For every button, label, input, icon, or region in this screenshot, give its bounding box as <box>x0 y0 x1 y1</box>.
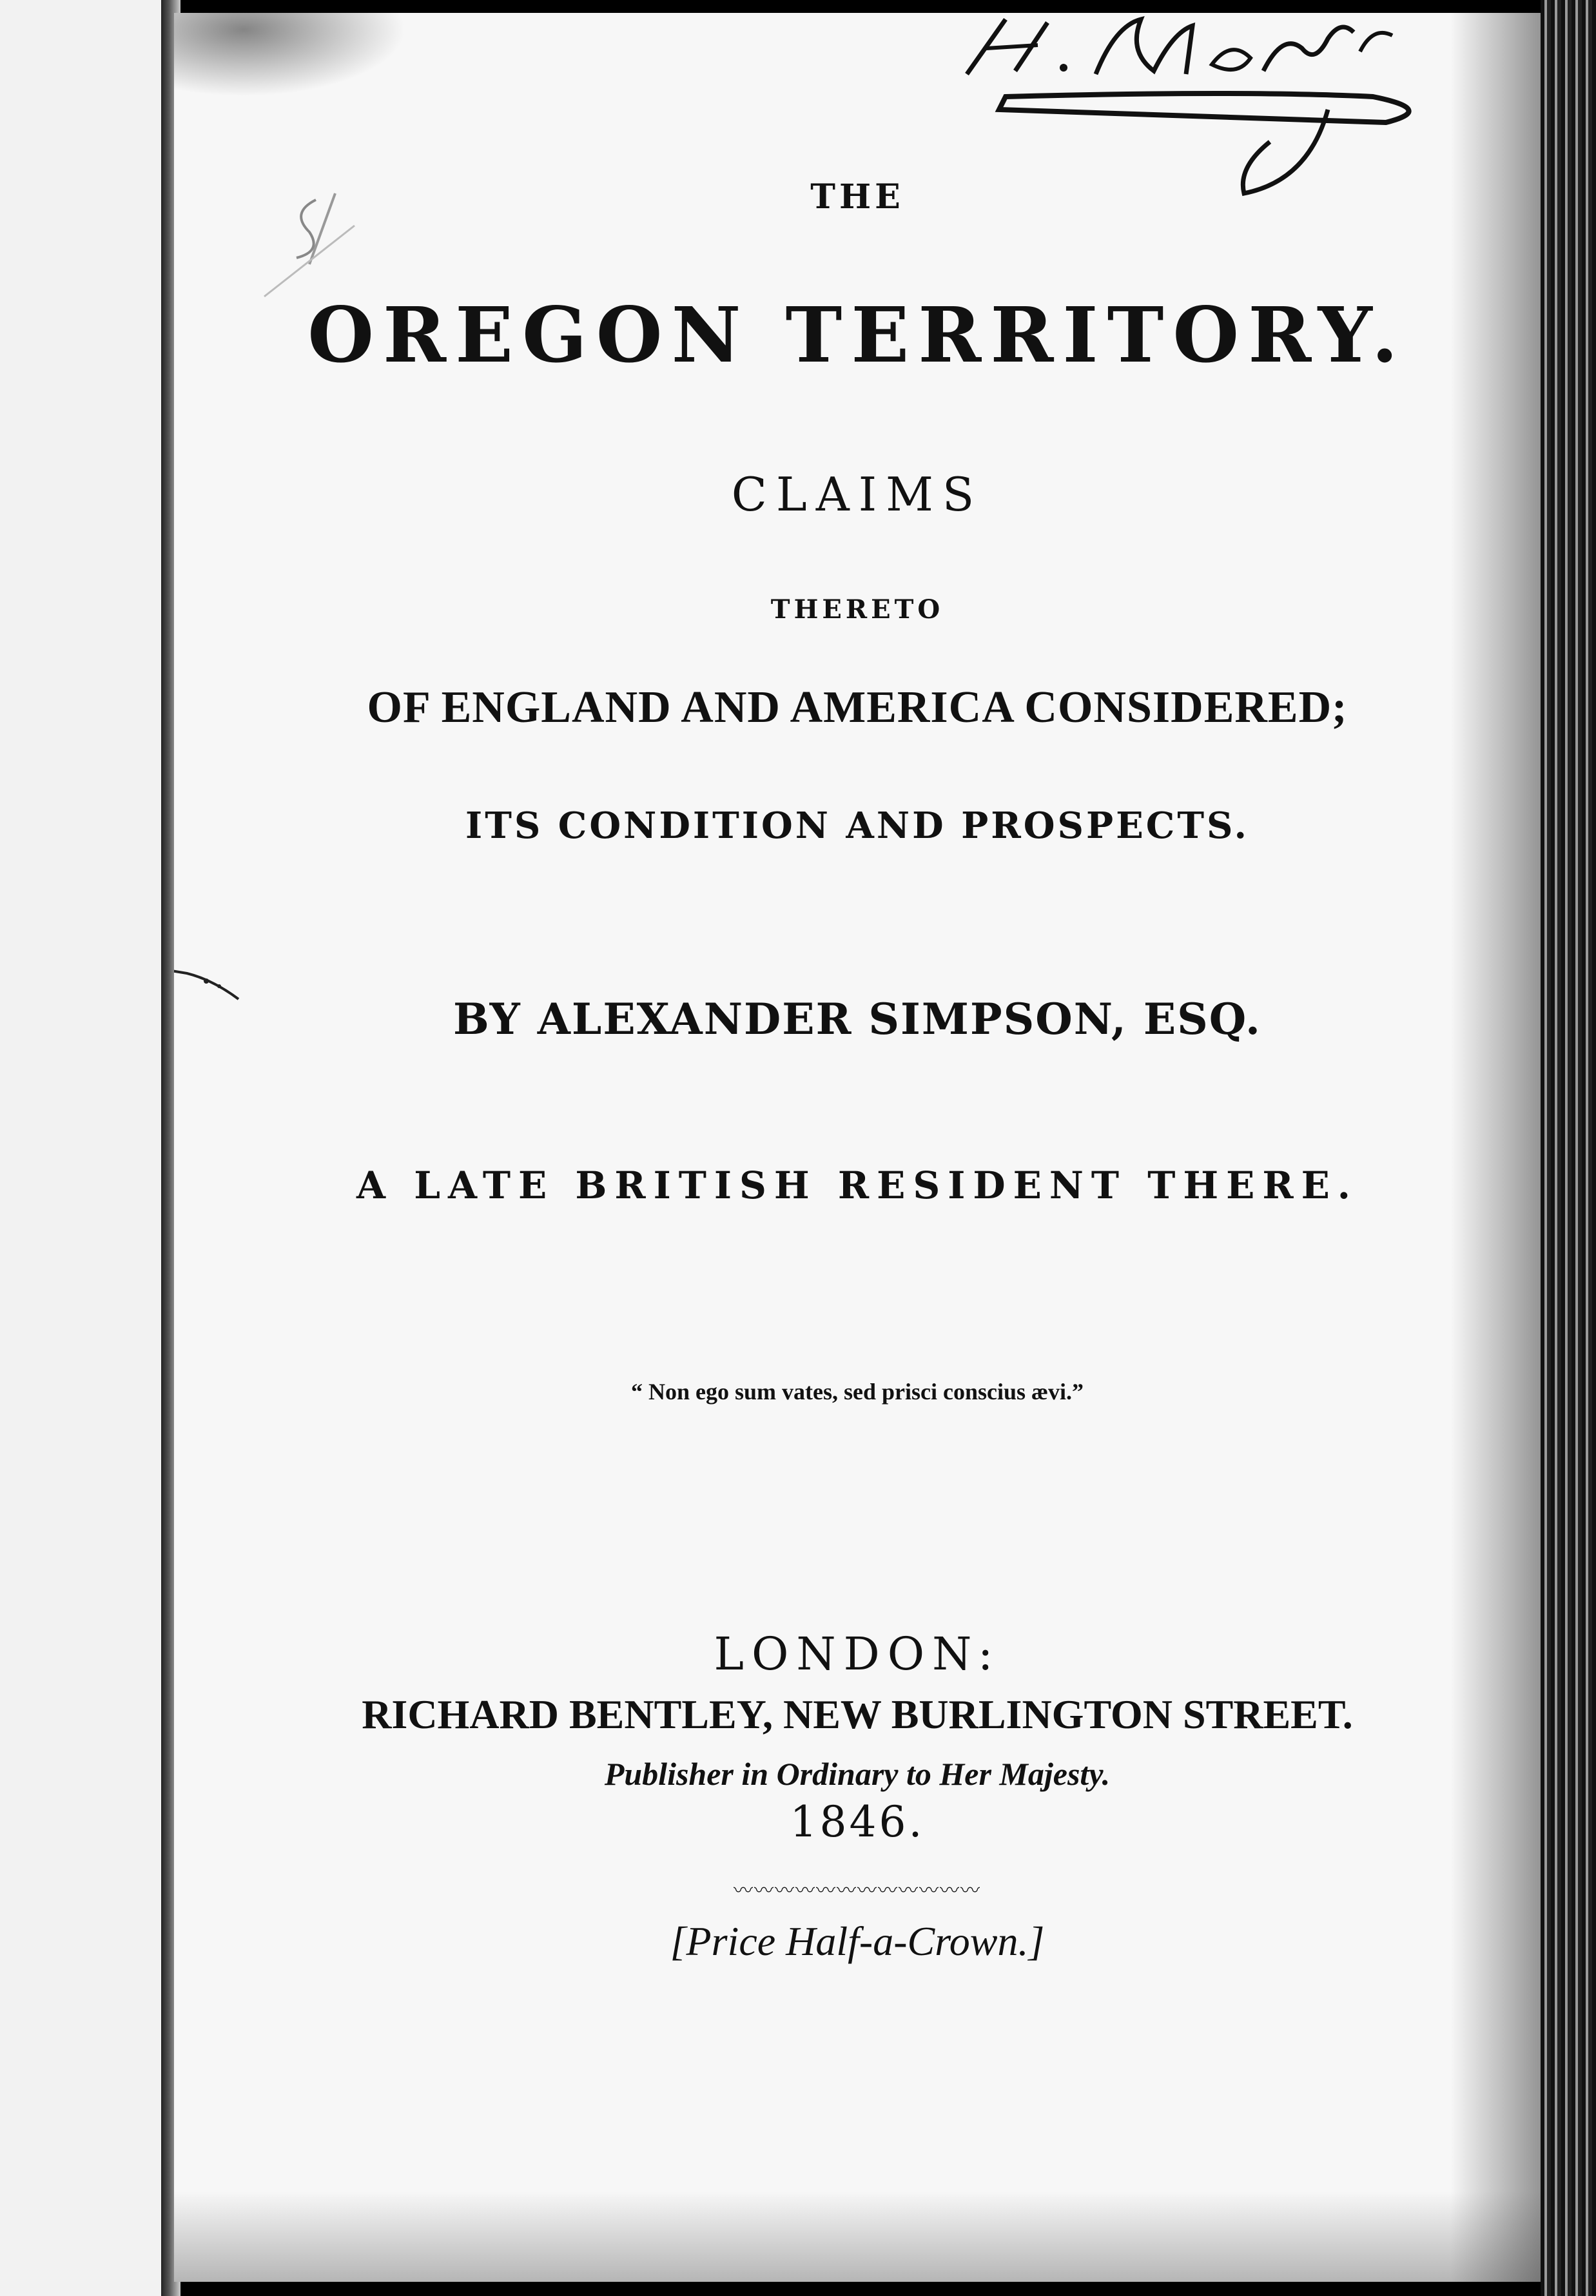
title-article: THE <box>810 177 904 217</box>
subtitle-condition: ITS CONDITION AND PROSPECTS. <box>465 804 1249 847</box>
imprint-city: LONDON: <box>714 1628 1001 1680</box>
author-description: A LATE BRITISH RESIDENT THERE. <box>356 1163 1358 1207</box>
ornamental-rule: 〰〰〰〰〰〰〰〰〰〰〰〰 <box>734 1880 981 1902</box>
epigraph: “ Non ego sum vates, sed prisci conscius ævi.” <box>630 1379 1084 1405</box>
page-shadow-top <box>174 13 406 97</box>
title-page <box>174 13 1541 2282</box>
subtitle-thereto: THERETO <box>770 594 944 625</box>
subtitle-claims: CLAIMS <box>731 467 984 521</box>
imprint-appointment: Publisher in Ordinary to Her Majesty. <box>604 1756 1111 1792</box>
imprint-publisher: RICHARD BENTLEY, NEW BURLINGTON STREET. <box>362 1691 1353 1737</box>
page-shadow-bottom <box>174 2192 1541 2282</box>
imprint-year: 1846. <box>790 1797 925 1847</box>
price-note: [Price Half-a-Crown.] <box>670 1918 1045 1964</box>
main-title: OREGON TERRITORY. <box>307 290 1407 380</box>
author-line: BY ALEXANDER SIMPSON, ESQ. <box>453 994 1261 1044</box>
left-page-edge <box>0 0 165 2296</box>
right-page-edges <box>1541 0 1596 2296</box>
subtitle-countries: OF ENGLAND AND AMERICA CONSIDERED; <box>367 683 1348 732</box>
